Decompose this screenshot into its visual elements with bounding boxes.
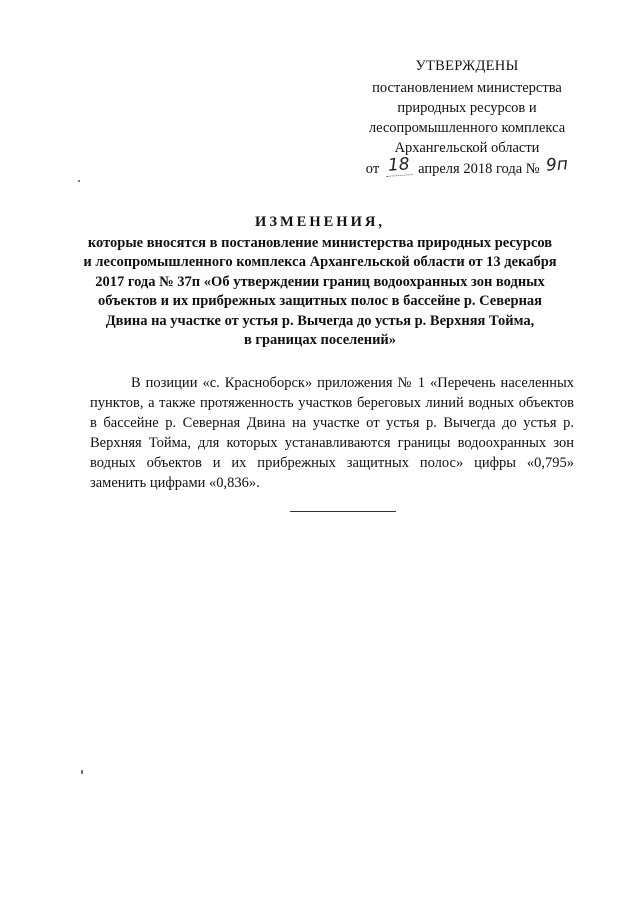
title-line-2: и лесопромышленного комплекса Архангельской области от 13 декабря (83, 254, 557, 270)
body-paragraph: В позиции «с. Красноборск» приложения № 1 «Перечень населенных пунктов, а также протяженность участков береговых линий водных объектов в бассейне р. Северная Двина на участке от устья р. Вычегда до устья р. Верхняя Тойма, для которых устанавливаются границы водоохранных зон водных объектов и их прибрежных защитных полос» цифры «0,795» заменить цифрами «0,836». (90, 375, 574, 491)
handwritten-document-number: 9п (545, 154, 569, 176)
title-block (78, 213, 562, 351)
approval-heading: УТВЕРЖДЕНЫ (415, 58, 519, 74)
title-line-3: 2017 года № 37п «Об утверждении границ водоохранных зон водных (95, 273, 545, 290)
approval-line-4: Архангельской области (394, 140, 540, 156)
approval-date-line (352, 154, 582, 179)
title-line-5: Двина на участке от устья р. Вычегда до устья р. Верхняя Тойма, (105, 312, 535, 329)
approval-line-1: постановлением министерства (372, 80, 562, 96)
approval-line-2: природных ресурсов и (397, 100, 537, 116)
approval-line-3: лесопромышленного комплекса (368, 120, 566, 136)
scan-speck (78, 180, 80, 182)
number-sign: № (525, 161, 540, 177)
approval-block (352, 56, 582, 179)
title-line-4: объектов и их прибрежных защитных полос в бассейне р. Северная (97, 293, 543, 309)
date-prefix: от (365, 161, 380, 177)
date-rest: апреля 2018 года (418, 161, 523, 177)
document-title: ИЗМЕНЕНИЯ, (255, 214, 385, 230)
scan-speck (81, 770, 83, 774)
title-line-1: которые вносятся в постановление министерства природных ресурсов (87, 234, 553, 251)
separator-line (290, 511, 396, 512)
handwritten-date-day: 18 (385, 154, 412, 177)
title-line-6: в границах поселений» (243, 332, 397, 348)
